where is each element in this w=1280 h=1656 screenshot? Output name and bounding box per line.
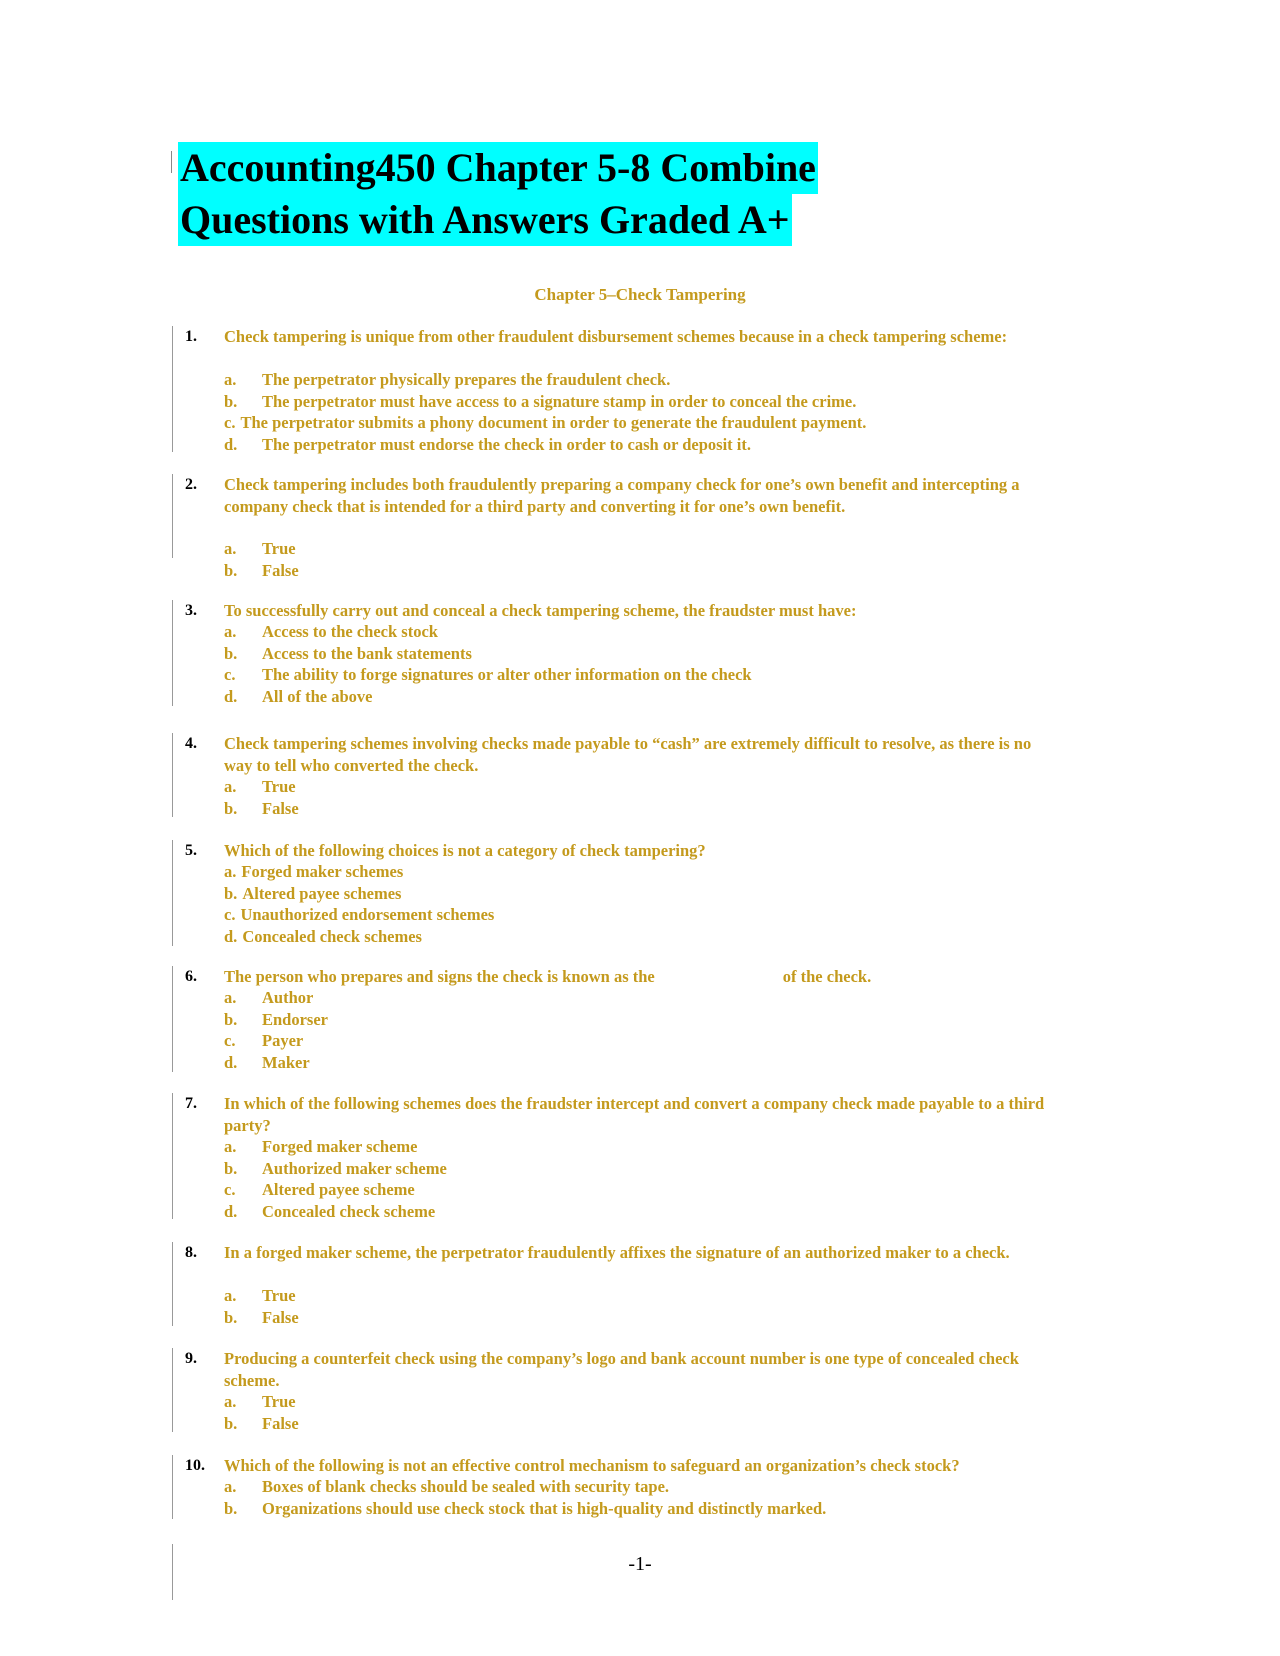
revision-bar: [172, 840, 173, 946]
option: b. Endorser: [224, 1009, 328, 1029]
option: b. False: [224, 560, 299, 580]
question-number: 4.: [185, 735, 197, 752]
question-number: 6.: [185, 968, 197, 985]
question-text: Check tampering is unique from other fraudulent disbursement schemes because in a check tampering scheme:: [224, 327, 1008, 346]
option-list: [224, 538, 299, 581]
page-number: -1-: [628, 1553, 652, 1575]
option: c. Unauthorized endorsement schemes: [224, 905, 495, 924]
option: b. False: [224, 1413, 299, 1433]
question-text: Which of the following choices is not a category of check tampering?: [224, 841, 706, 860]
option: c. The perpetrator submits a phony document in order to generate the fraudulent payment.: [224, 413, 867, 432]
revision-bar: [172, 1242, 173, 1326]
question-number: 10.: [185, 1457, 205, 1474]
revision-bar: [172, 733, 173, 817]
option: b. Organizations should use check stock that is high-quality and distinctly marked.: [224, 1498, 827, 1518]
question-text: To successfully carry out and conceal a check tampering scheme, the fraudster must have:: [224, 601, 857, 620]
option: b. False: [224, 798, 299, 818]
revision-bar: [172, 966, 173, 1072]
option: a. The perpetrator physically prepares the fraudulent check.: [224, 370, 671, 389]
question-number: 9.: [185, 1350, 197, 1367]
option: c. Altered payee scheme: [224, 1180, 415, 1199]
option: b. Altered payee schemes: [224, 883, 402, 903]
option: d. All of the above: [224, 686, 373, 706]
option-list: [224, 621, 752, 707]
question-number: 5.: [185, 842, 197, 859]
option: a. True: [224, 539, 296, 558]
question-text: The person who prepares and signs the check is known as the of the check.: [224, 967, 872, 986]
title-line-1: Accounting450 Chapter 5-8 Combine: [178, 142, 818, 194]
option-list: [224, 369, 866, 455]
option-list: [224, 776, 299, 819]
option: d. The perpetrator must endorse the check in order to cash or deposit it.: [224, 434, 751, 454]
option: d. Concealed check schemes: [224, 926, 422, 946]
option: a. True: [224, 1286, 296, 1305]
question-number: 2.: [185, 476, 197, 493]
option: a. Forged maker schemes: [224, 862, 404, 881]
revision-bar: [172, 1348, 173, 1432]
option-list: [224, 987, 328, 1073]
revision-bar: [172, 474, 173, 558]
option: d. Maker: [224, 1052, 310, 1072]
option: a. Access to the check stock: [224, 622, 438, 641]
option: b. The perpetrator must have access to a signature stamp in order to conceal the crime.: [224, 391, 857, 411]
option: b. Access to the bank statements: [224, 643, 472, 663]
option: b. False: [224, 1307, 299, 1327]
question-text: Check tampering includes both fraudulently preparing a company check for one’s own benefit and intercepting a company check that is intended for a third party and converting it for one’s own benefit.: [224, 475, 1020, 516]
option-list: [224, 1136, 447, 1222]
option: a. Forged maker scheme: [224, 1137, 418, 1156]
option: a. True: [224, 777, 296, 796]
revision-bar: [172, 1093, 173, 1219]
question-text: In which of the following schemes does the fraudster intercept and convert a company check made payable to a third party?: [224, 1094, 1045, 1135]
option-list: [224, 861, 494, 947]
question-text: Which of the following is not an effective control mechanism to safeguard an organization’s check stock?: [224, 1456, 960, 1475]
question-number: 8.: [185, 1244, 197, 1261]
option-list: [224, 1391, 299, 1434]
question-text: Check tampering schemes involving checks made payable to “cash” are extremely difficult to resolve, as there is no way to tell who converted the check.: [224, 734, 1032, 775]
option: a. Boxes of blank checks should be sealed with security tape.: [224, 1477, 670, 1496]
question-number: 1.: [185, 328, 197, 345]
question-number: 7.: [185, 1095, 197, 1112]
question-number: 3.: [185, 602, 197, 619]
revision-bar: [172, 600, 173, 706]
revision-bar: [172, 1455, 173, 1519]
question-text: Producing a counterfeit check using the company’s logo and bank account number is one type of concealed check scheme.: [224, 1349, 1019, 1390]
option: d. Concealed check scheme: [224, 1201, 436, 1221]
option: a. True: [224, 1392, 296, 1411]
option: b. Authorized maker scheme: [224, 1158, 447, 1178]
option-list: [224, 1285, 299, 1328]
option: c. Payer: [224, 1031, 304, 1050]
revision-bar: [172, 326, 173, 452]
option: c. The ability to forge signatures or alter other information on the check: [224, 665, 752, 684]
option: a. Author: [224, 988, 314, 1007]
question-text: In a forged maker scheme, the perpetrator fraudulently affixes the signature of an authorized maker to a check.: [224, 1243, 1010, 1262]
option-list: [224, 1476, 826, 1519]
chapter-heading: Chapter 5–Check Tampering: [534, 285, 746, 304]
title-line-2: Questions with Answers Graded A+: [178, 194, 792, 246]
